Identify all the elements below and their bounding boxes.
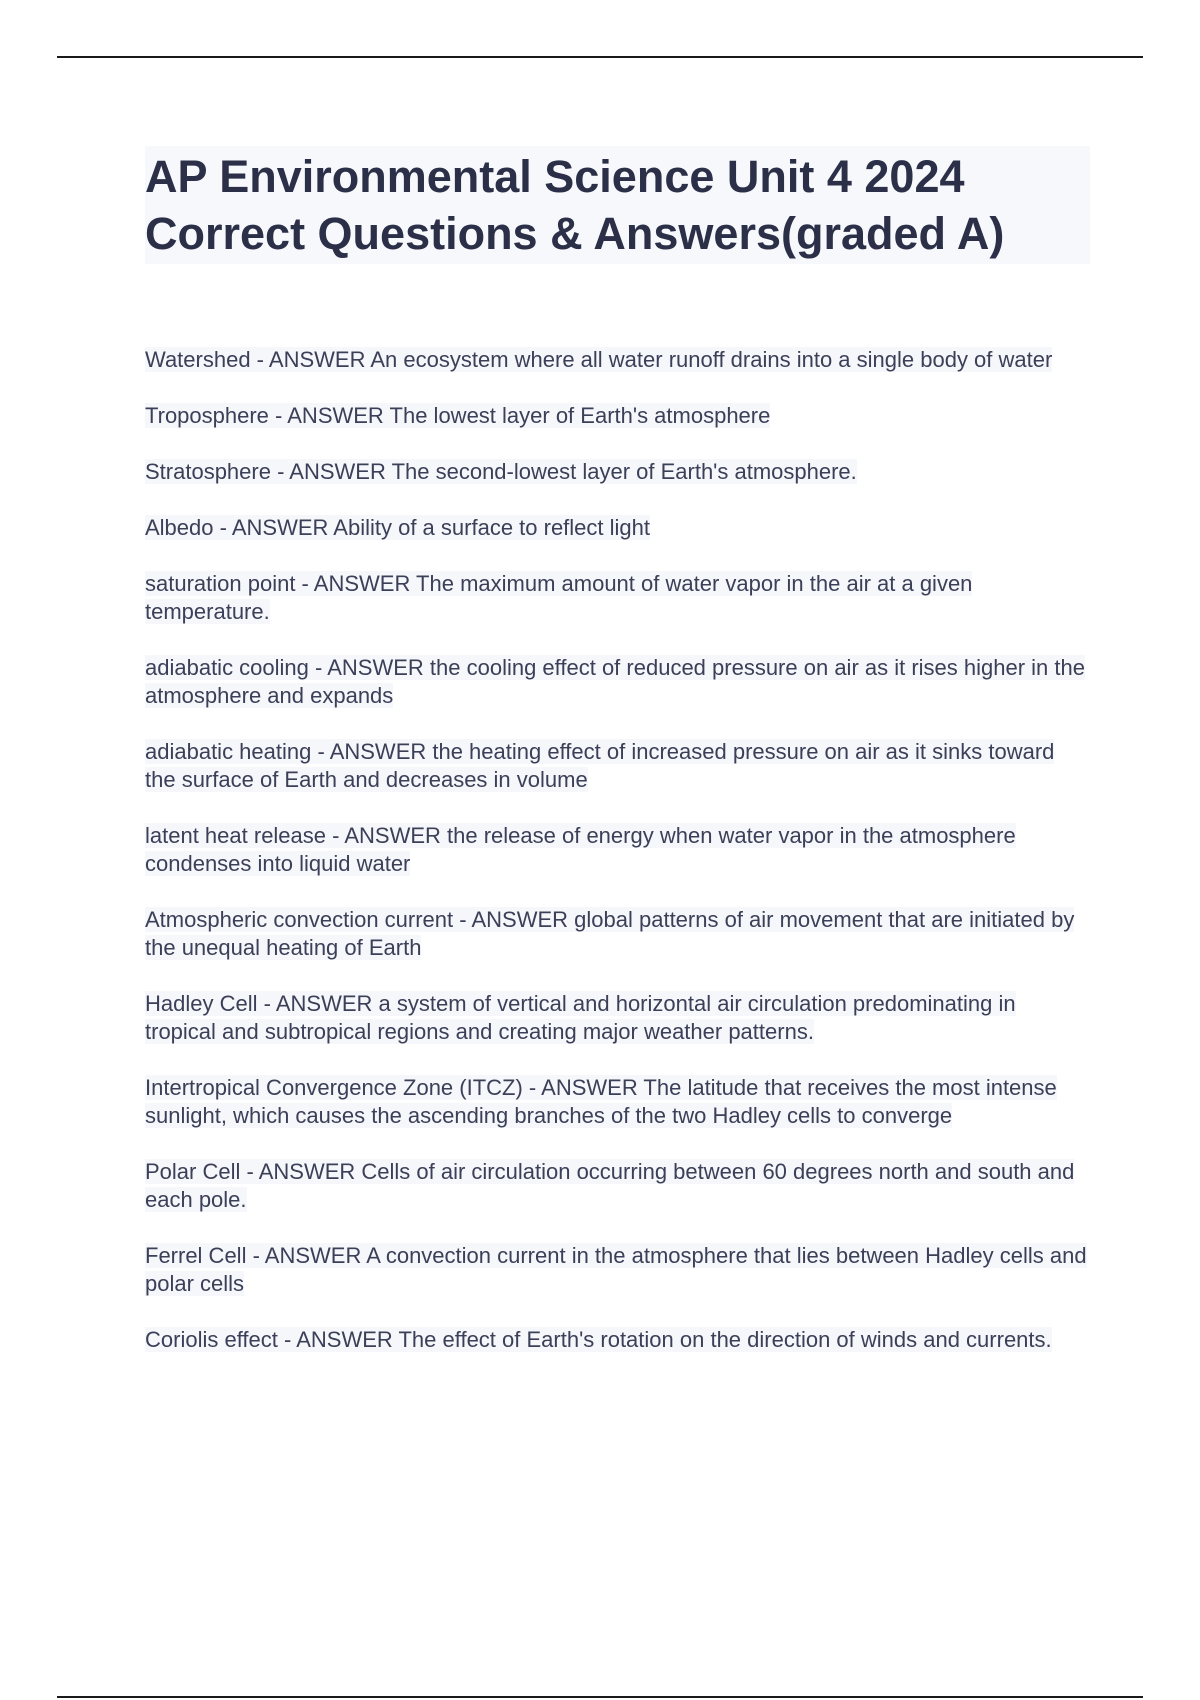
qa-entry-text: Watershed - ANSWER An ecosystem where all water runoff drains into a single body of water [145, 347, 1053, 372]
qa-entry-watershed [145, 346, 1090, 374]
qa-entry-stratosphere [145, 458, 1090, 486]
qa-entry-text: Troposphere - ANSWER The lowest layer of Earth's atmosphere [145, 403, 771, 428]
document-page [145, 146, 1090, 1382]
qa-entry-text: Hadley Cell - ANSWER a system of vertical and horizontal air circulation predominating in tropical and subtropical regions and creating major weather patterns. [145, 991, 1016, 1044]
page-title: AP Environmental Science Unit 4 2024 Correct Questions & Answers(graded A) [145, 146, 1090, 264]
qa-entry-adiabatic-heating [145, 738, 1090, 794]
qa-entry-hadley-cell [145, 990, 1090, 1046]
qa-entry-adiabatic-cooling [145, 654, 1090, 710]
qa-entry-text: Stratosphere - ANSWER The second-lowest layer of Earth's atmosphere. [145, 459, 857, 484]
qa-entry-text: latent heat release - ANSWER the release of energy when water vapor in the atmosphere condenses into liquid water [145, 823, 1016, 876]
qa-entry-atmospheric-convection-current [145, 906, 1090, 962]
qa-entry-ferrel-cell [145, 1242, 1090, 1298]
qa-entry-latent-heat-release [145, 822, 1090, 878]
qa-entry-text: Polar Cell - ANSWER Cells of air circulation occurring between 60 degrees north and south and each pole. [145, 1159, 1075, 1212]
qa-entry-polar-cell [145, 1158, 1090, 1214]
qa-entry-albedo [145, 514, 1090, 542]
qa-entry-text: Atmospheric convection current - ANSWER global patterns of air movement that are initiated by the unequal heating of Earth [145, 907, 1075, 960]
qa-entry-text: Ferrel Cell - ANSWER A convection current in the atmosphere that lies between Hadley cells and polar cells [145, 1243, 1087, 1296]
qa-list [145, 346, 1090, 1354]
qa-entry-troposphere [145, 402, 1090, 430]
qa-entry-text: Coriolis effect - ANSWER The effect of Earth's rotation on the direction of winds and currents. [145, 1327, 1052, 1352]
qa-entry-text: adiabatic heating - ANSWER the heating effect of increased pressure on air as it sinks toward the surface of Earth and decreases in volume [145, 739, 1055, 792]
qa-entry-text: Intertropical Convergence Zone (ITCZ) - ANSWER The latitude that receives the most intense sunlight, which causes the ascending branches of the two Hadley cells to converge [145, 1075, 1057, 1128]
qa-entry-text: Albedo - ANSWER Ability of a surface to reflect light [145, 515, 651, 540]
qa-entry-text: adiabatic cooling - ANSWER the cooling effect of reduced pressure on air as it rises higher in the atmosphere and expands [145, 655, 1085, 708]
top-rule [57, 56, 1143, 58]
qa-entry-saturation-point [145, 570, 1090, 626]
bottom-rule [57, 1696, 1143, 1698]
qa-entry-text: saturation point - ANSWER The maximum amount of water vapor in the air at a given temperature. [145, 571, 973, 624]
qa-entry-itcz [145, 1074, 1090, 1130]
qa-entry-coriolis-effect [145, 1326, 1090, 1354]
